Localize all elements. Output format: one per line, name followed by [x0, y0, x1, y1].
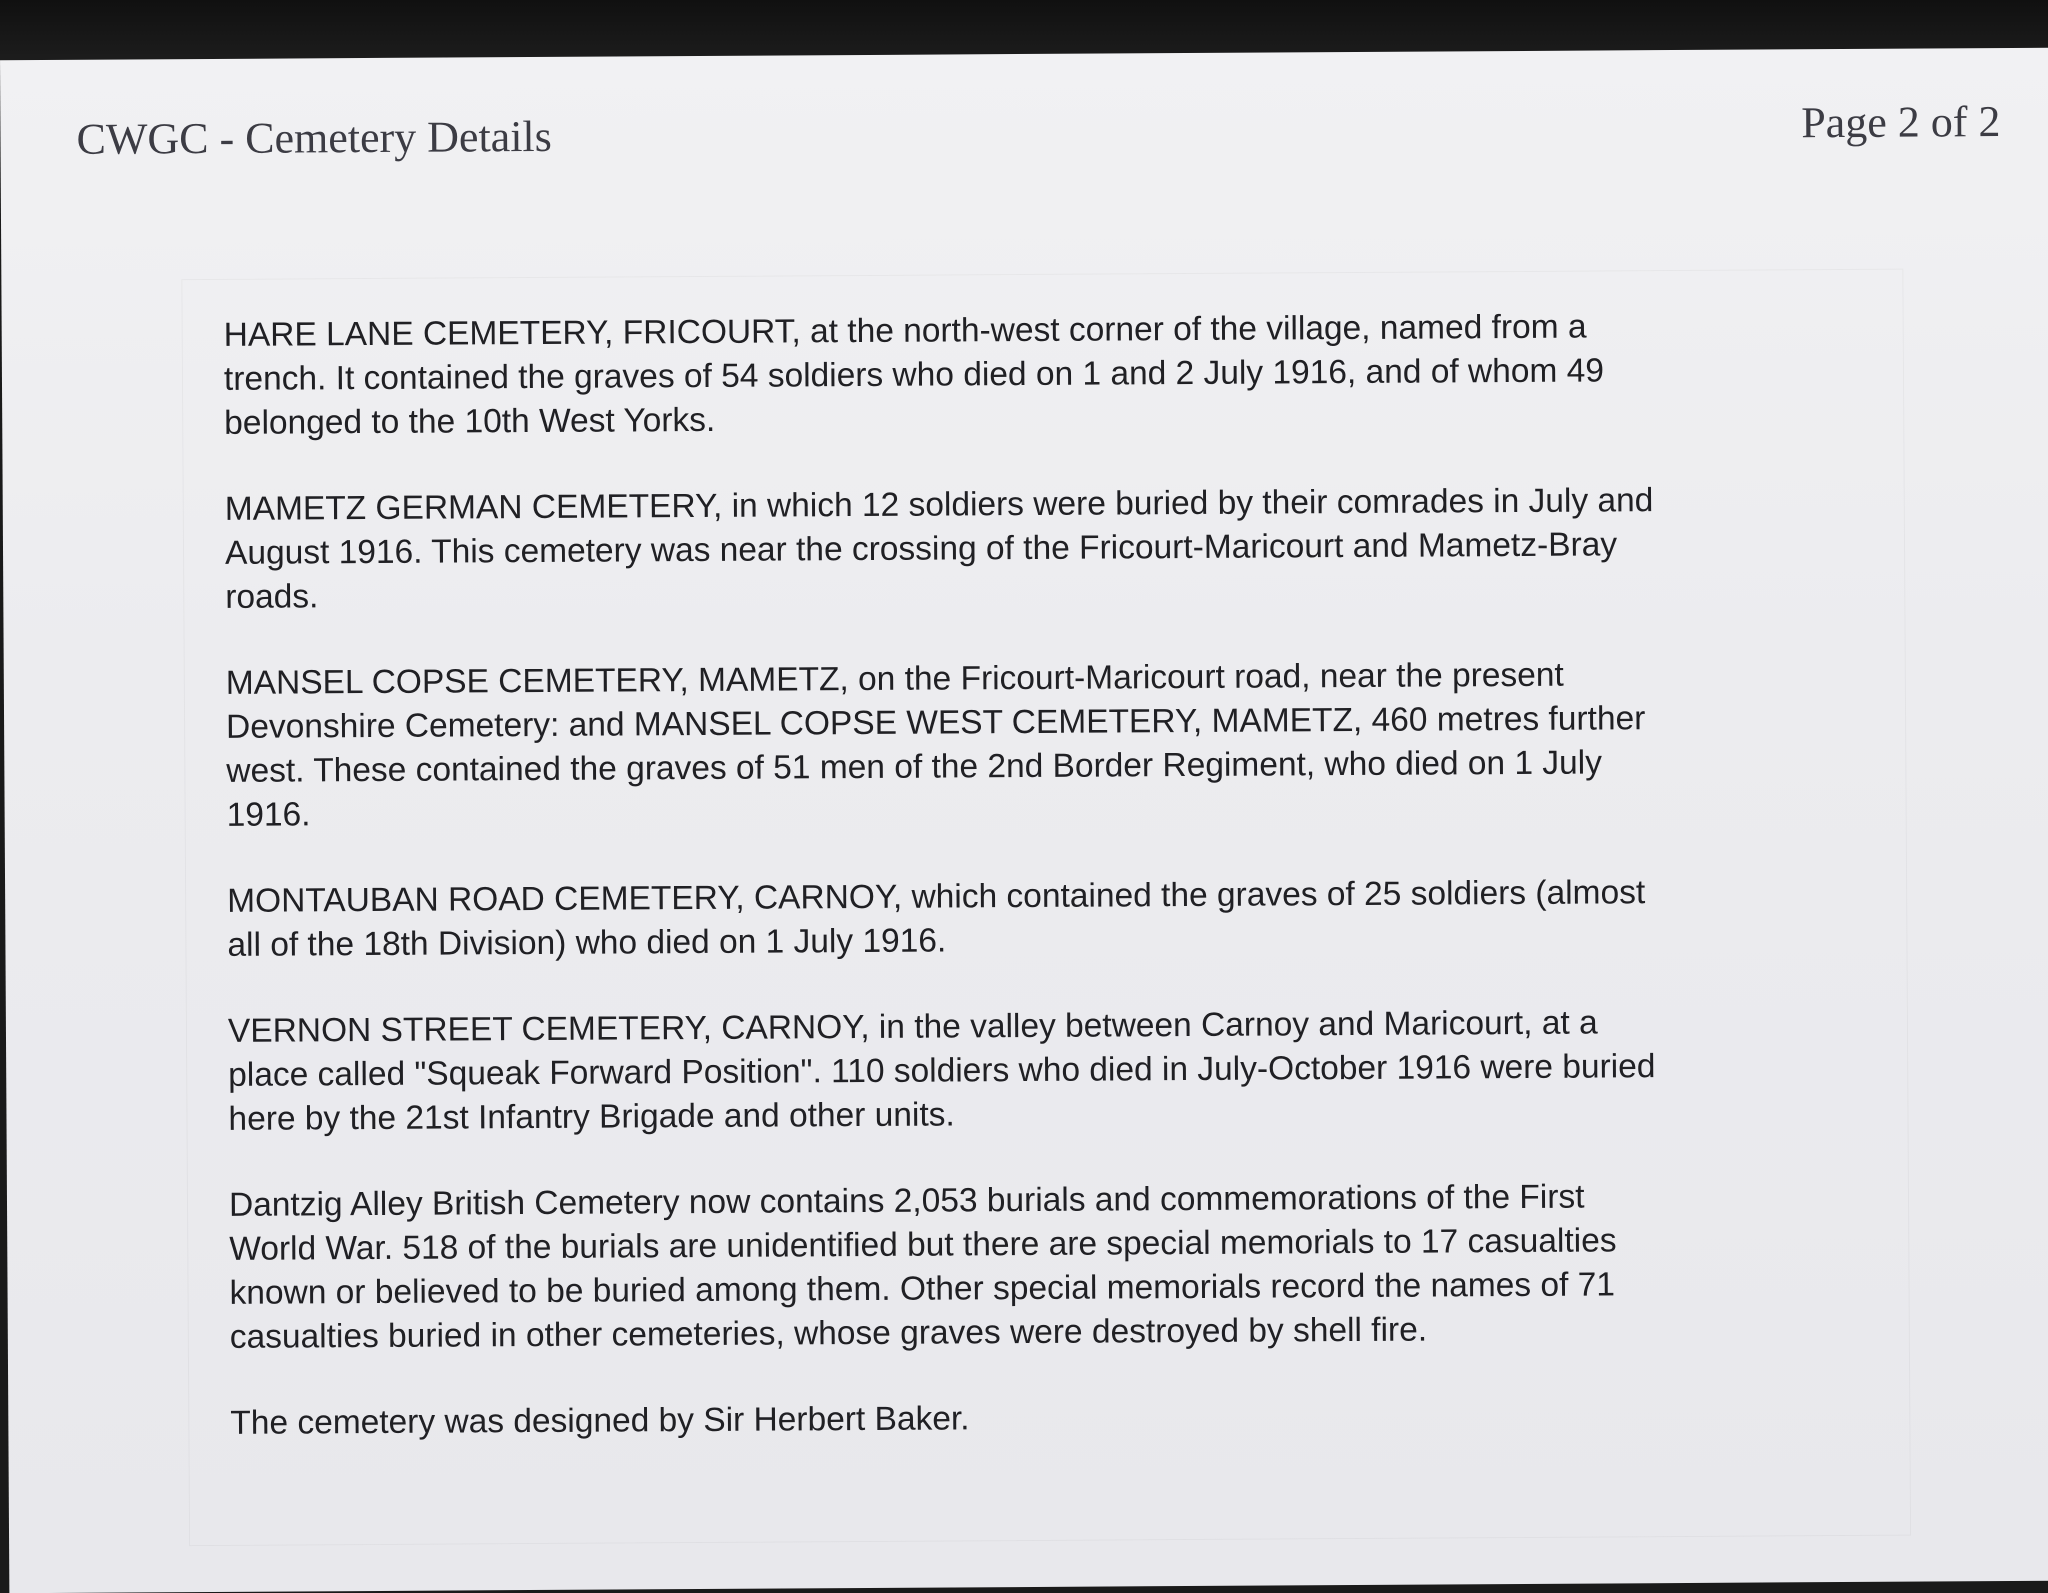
- printed-page: [0, 48, 2048, 1593]
- page-title: CWGC - Cemetery Details: [76, 111, 552, 164]
- paragraph-hare-lane: HARE LANE CEMETERY, FRICOURT, at the north-west corner of the village, named from a trench. It contained the graves of 54 soldiers who died on 1 and 2 July 1916, and of whom 49 belonged to the 10th West Yorks.: [223, 308, 1605, 442]
- paragraph-mansel-copse: MANSEL COPSE CEMETERY, MAMETZ, on the Fricourt-Maricourt road, near the present Devonshire Cemetery: and MANSEL COPSE WEST CEMETERY, MAMETZ, 460 metres further west. These contained the graves of 51 men of the 2nd Border Regiment, who died on 1 July 1916.: [225, 656, 1646, 834]
- page-number: Page 2 of 2: [1801, 97, 2001, 148]
- paragraph-designer: The cemetery was designed by Sir Herbert Baker.: [230, 1400, 970, 1442]
- paragraph-dantzig-alley: Dantzig Alley British Cemetery now contains 2,053 burials and commemorations of the First World War. 518 of the burials are unidentified but there are special memorials to 17 casualties known or believed to be buried among them. Other special memorials record the names of 71 casualties buried in other cemeteries, whose graves were destroyed by shell fire.: [228, 1178, 1617, 1356]
- paragraph-montauban-road: MONTAUBAN ROAD CEMETERY, CARNOY, which contained the graves of 25 soldiers (almost all of the 18th Division) who died on 1 July 1916.: [227, 874, 1646, 964]
- document-body: [224, 304, 1911, 1488]
- paragraph-mametz-german: MAMETZ GERMAN CEMETERY, in which 12 soldiers were buried by their comrades in July and August 1916. This cemetery was near the crossing of the Fricourt-Maricourt and Mametz-Bray roads.: [224, 482, 1654, 616]
- paragraph-vernon-street: VERNON STREET CEMETERY, CARNOY, in the valley between Carnoy and Maricourt, at a place called "Squeak Forward Position". 110 soldiers who died in July-October 1916 were buried here by the 21st Infantry Brigade and other units.: [227, 1004, 1656, 1138]
